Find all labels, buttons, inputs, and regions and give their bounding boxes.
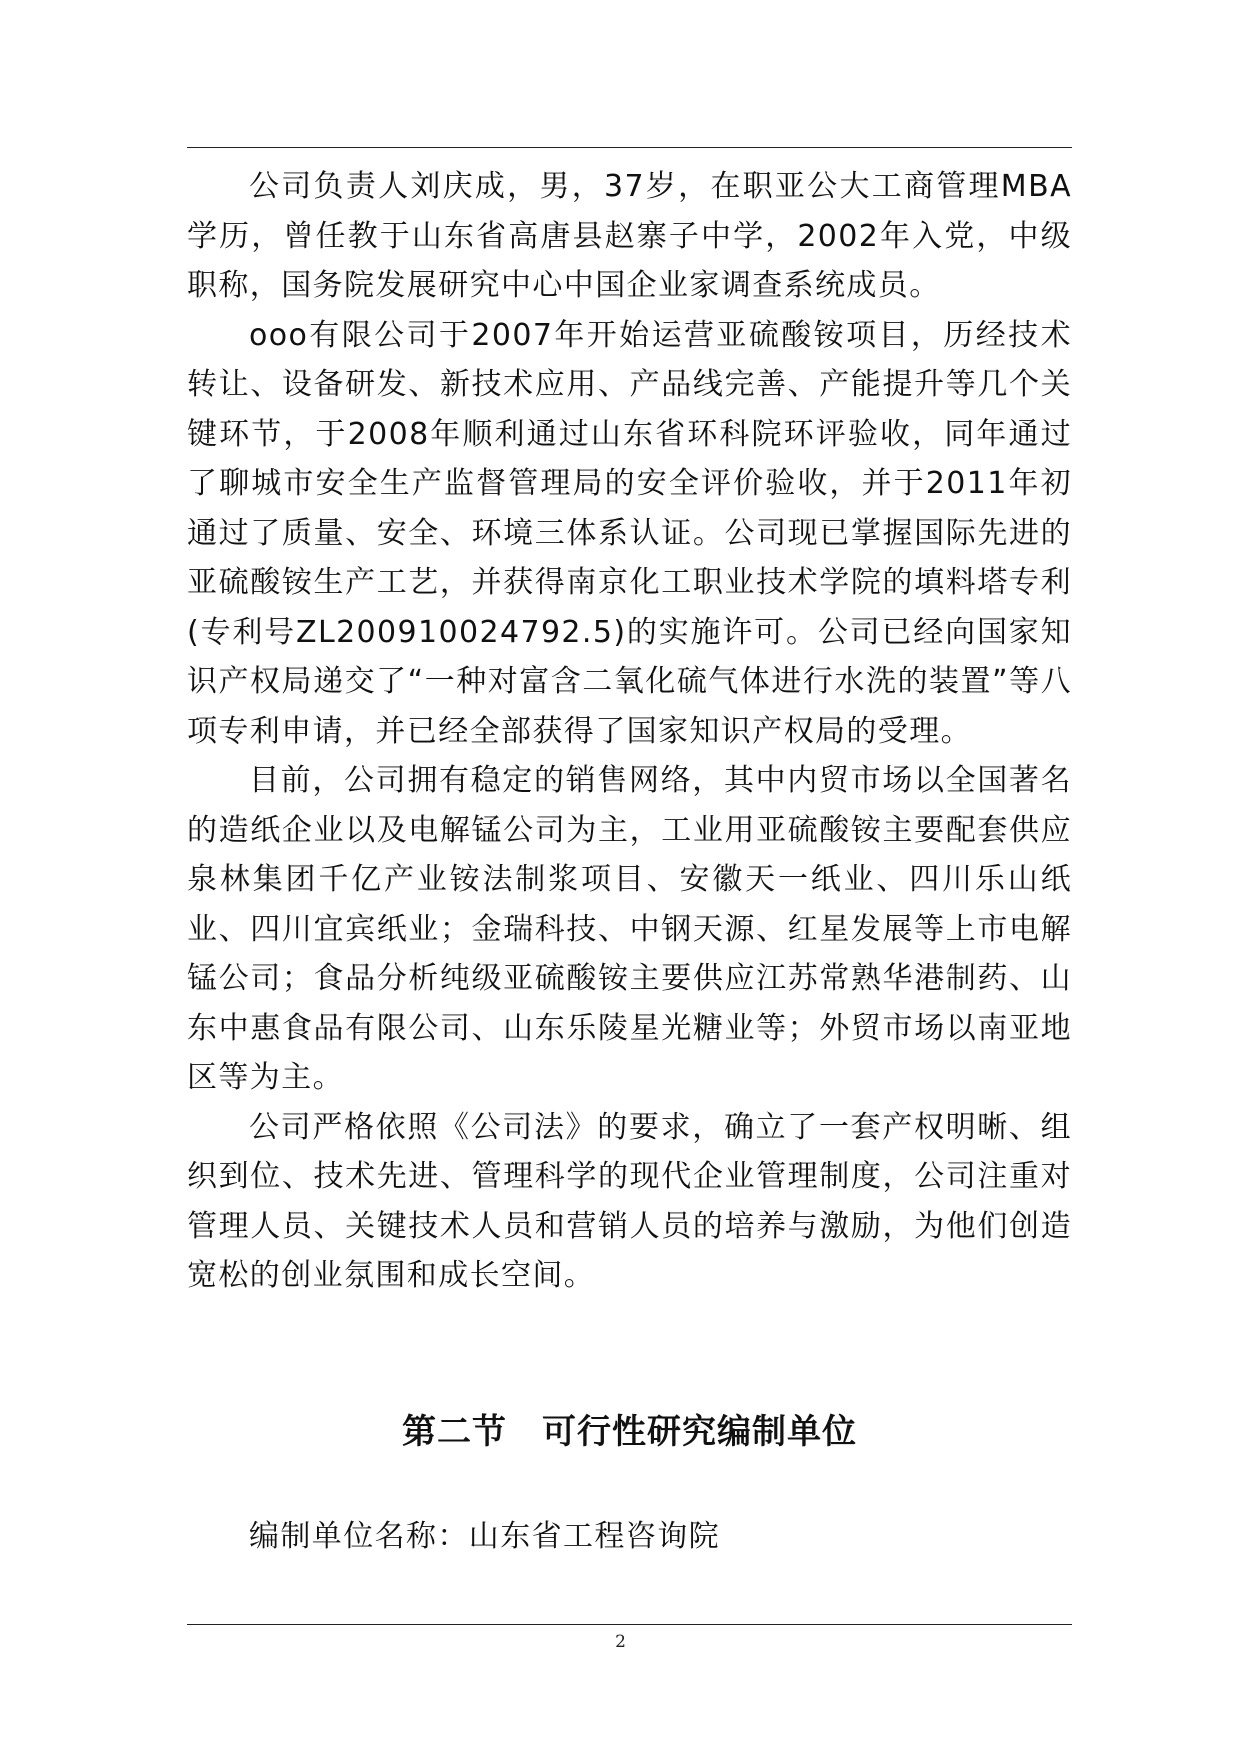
- body-text: [187, 162, 1072, 1301]
- compiling-unit-line: 编制单位名称：山东省工程咨询院: [249, 1519, 720, 1554]
- section-heading: 第二节 可行性研究编制单位: [402, 1412, 857, 1452]
- paragraph-company-leader: 公司负责人刘庆成，男，37岁，在职亚公大工商管理MBA学历，曾任教于山东省高唐县赵寨子中学，2002年入党，中级职称，国务院发展研究中心中国企业家调查系统成员。: [187, 169, 1072, 303]
- page-number: 2: [615, 1632, 626, 1652]
- footer-rule: [187, 1624, 1072, 1625]
- header-rule: [187, 147, 1072, 148]
- paragraph-management-system: 公司严格依照《公司法》的要求，确立了一套产权明晰、组织到位、技术先进、管理科学的现代企业管理制度，公司注重对管理人员、关键技术人员和营销人员的培养与激励，为他们创造宽松的创业氛围和成长空间。: [187, 1109, 1072, 1293]
- paragraph-sales-network: 目前，公司拥有稳定的销售网络，其中内贸市场以全国著名的造纸企业以及电解锰公司为主，工业用亚硫酸铵主要配套供应泉林集团千亿产业铵法制浆项目、安徽天一纸业、四川乐山纸业、四川宜宾纸业；金瑞科技、中钢天源、红星发展等上市电解锰公司；食品分析纯级亚硫酸铵主要供应江苏常熟华港制药、山东中惠食品有限公司、山东乐陵星光糖业等；外贸市场以南亚地区等为主。: [187, 763, 1072, 1095]
- paragraph-company-history: ooo有限公司于2007年开始运营亚硫酸铵项目，历经技术转让、设备研发、新技术应用、产品线完善、产能提升等几个关键环节，于2008年顺利通过山东省环科院环评验收，同年通过了聊城市安全生产监督管理局的安全评价验收，并于2011年初通过了质量、安全、环境三体系认证。公司现已掌握国际先进的亚硫酸铵生产工艺，并获得南京化工职业技术学院的填料塔专利(专利号ZL200910024792.5)的实施许可。公司已经向国家知识产权局递交了“一种对富含二氧化硫气体进行水洗的装置”等八项专利申请，并已经全部获得了国家知识产权局的受理。: [187, 317, 1072, 749]
